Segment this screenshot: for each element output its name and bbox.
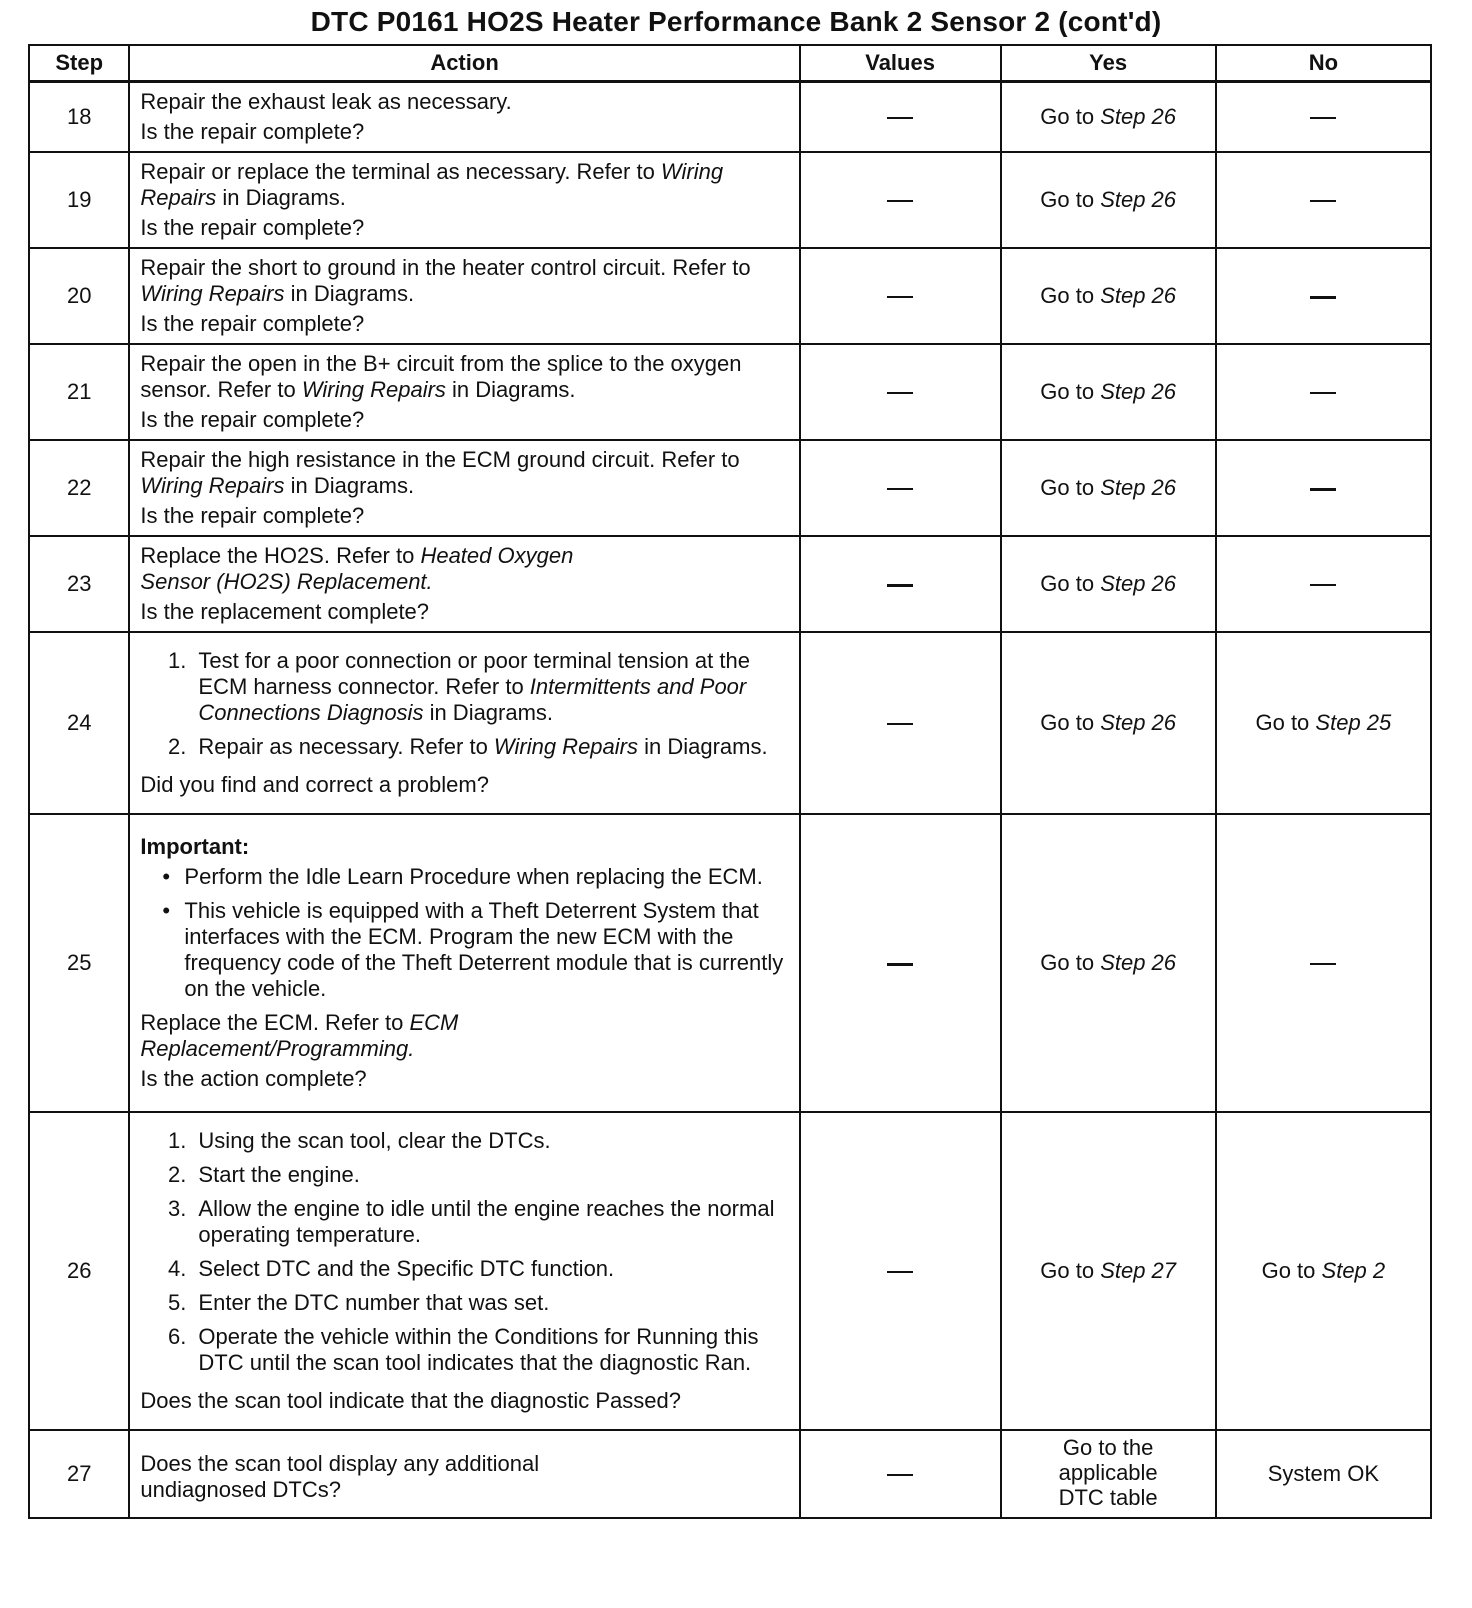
go-to-label: Go to — [1040, 1258, 1095, 1283]
values-cell — [800, 440, 1001, 536]
dash-mark — [887, 963, 913, 966]
dash-mark — [887, 723, 913, 725]
action-cell — [129, 814, 799, 1112]
step-ref: Step 26 — [1100, 379, 1177, 404]
reference-link: Wiring Repairs — [301, 377, 446, 402]
dash-mark — [1310, 963, 1336, 965]
action-cell — [129, 344, 799, 440]
action-cell — [129, 536, 799, 632]
step-ref: Step 26 — [1100, 571, 1177, 596]
dash-mark — [1310, 392, 1336, 394]
action-text: Repair the high resistance in the ECM ground circuit. Refer to Wiring Repairs in Diagrams. — [140, 447, 740, 498]
bullet-list — [140, 864, 788, 1002]
go-to-label: Go to — [1040, 950, 1095, 975]
action-question: Is the repair complete? — [140, 311, 365, 336]
diagnostic-table — [28, 44, 1432, 1519]
dash-mark — [887, 488, 913, 490]
table-row — [29, 82, 1431, 153]
header-no: No — [1216, 45, 1431, 82]
step-ref: Step 25 — [1315, 710, 1392, 735]
step-ref: Step 26 — [1100, 283, 1177, 308]
yes-cell — [1001, 248, 1216, 344]
action-question: Is the replacement complete? — [140, 599, 430, 624]
step-number: 27 — [29, 1430, 129, 1518]
action-question: Is the repair complete? — [140, 503, 365, 528]
no-cell — [1216, 152, 1431, 248]
list-item: 4. Select DTC and the Specific DTC function. — [192, 1256, 788, 1282]
action-cell — [129, 440, 799, 536]
table-row — [29, 814, 1431, 1112]
action-question: Did you find and correct a problem? — [140, 772, 489, 797]
header-values: Values — [800, 45, 1001, 82]
list-item: 1. Using the scan tool, clear the DTCs. — [192, 1128, 788, 1154]
reference-link: Wiring Repairs — [140, 473, 285, 498]
values-cell — [800, 344, 1001, 440]
list-item: 3. Allow the engine to idle until the engine reaches the normal operating temperature. — [192, 1196, 788, 1248]
step-number: 24 — [29, 632, 129, 814]
yes-cell — [1001, 152, 1216, 248]
table-row — [29, 152, 1431, 248]
values-cell — [800, 152, 1001, 248]
reference-link: Wiring Repairs — [493, 734, 638, 759]
action-cell — [129, 1430, 799, 1518]
dash-mark — [887, 584, 913, 587]
dash-mark — [1310, 584, 1336, 586]
header-step: Step — [29, 45, 129, 82]
no-cell: System OK — [1216, 1430, 1431, 1518]
action-question: Is the action complete? — [140, 1066, 367, 1091]
go-to-label: Go to — [1255, 710, 1310, 735]
dash-mark — [1310, 488, 1336, 491]
step-ref: Step 26 — [1100, 104, 1177, 129]
yes-cell — [1001, 82, 1216, 153]
action-text: Replace the HO2S. Refer to Heated Oxygen Sensor (HO2S) Replacement. — [140, 543, 574, 594]
step-ref: Step 2 — [1321, 1258, 1386, 1283]
table-row — [29, 344, 1431, 440]
yes-cell — [1001, 1112, 1216, 1430]
numbered-list — [140, 648, 788, 760]
dash-mark — [1310, 117, 1336, 119]
table-row — [29, 1430, 1431, 1518]
dash-mark — [887, 200, 913, 202]
yes-cell — [1001, 814, 1216, 1112]
list-item: 2. Repair as necessary. Refer to Wiring Repairs in Diagrams. — [192, 734, 788, 760]
values-cell — [800, 632, 1001, 814]
reference-link: Intermittents and Poor Connections Diagnosis — [198, 674, 747, 725]
dash-mark — [887, 296, 913, 298]
header-action: Action — [129, 45, 799, 82]
step-number: 21 — [29, 344, 129, 440]
no-cell — [1216, 344, 1431, 440]
page-title: DTC P0161 HO2S Heater Performance Bank 2 Sensor 2 (cont'd) — [310, 6, 1162, 37]
action-question: Is the repair complete? — [140, 119, 365, 144]
table-row — [29, 1112, 1431, 1430]
yes-cell — [1001, 344, 1216, 440]
action-text: Repair or replace the terminal as necessary. Refer to Wiring Repairs in Diagrams. — [140, 159, 724, 210]
reference-link: Wiring Repairs — [140, 159, 724, 210]
values-cell — [800, 248, 1001, 344]
no-cell — [1216, 814, 1431, 1112]
values-cell — [800, 1430, 1001, 1518]
list-item: 1. Test for a poor connection or poor terminal tension at the ECM harness connector. Refer to Intermittents and Poor Connections Diagnosis in Diagrams. — [192, 648, 788, 726]
step-ref: Step 26 — [1100, 475, 1177, 500]
header-row — [29, 45, 1431, 82]
go-to-label: Go to — [1040, 283, 1095, 308]
go-to-label: Go to — [1040, 104, 1095, 129]
action-cell — [129, 632, 799, 814]
step-ref: Step 26 — [1100, 710, 1177, 735]
list-item: • Perform the Idle Learn Procedure when replacing the ECM. — [184, 864, 788, 890]
dash-mark — [1310, 200, 1336, 202]
table-row — [29, 248, 1431, 344]
step-ref: Step 27 — [1100, 1258, 1177, 1283]
important-label: Important: — [140, 834, 250, 859]
values-cell — [800, 82, 1001, 153]
values-cell — [800, 536, 1001, 632]
step-ref: Step 26 — [1100, 187, 1177, 212]
list-item: 6. Operate the vehicle within the Conditions for Running this DTC until the scan tool indicates that the diagnostic Ran. — [192, 1324, 788, 1376]
reference-link: ECM Replacement/Programming. — [140, 1010, 459, 1061]
step-number: 25 — [29, 814, 129, 1112]
go-to-label: Go to — [1040, 379, 1095, 404]
action-text: Replace the ECM. Refer to ECM Replacement/Programming. — [140, 1010, 459, 1061]
no-cell — [1216, 248, 1431, 344]
list-item: 5. Enter the DTC number that was set. — [192, 1290, 788, 1316]
no-cell — [1216, 1112, 1431, 1430]
action-cell — [129, 248, 799, 344]
no-cell — [1216, 82, 1431, 153]
table-row — [29, 440, 1431, 536]
table-row — [29, 536, 1431, 632]
action-cell — [129, 152, 799, 248]
step-number: 23 — [29, 536, 129, 632]
no-cell — [1216, 632, 1431, 814]
no-cell — [1216, 536, 1431, 632]
values-cell — [800, 1112, 1001, 1430]
no-cell — [1216, 440, 1431, 536]
dash-mark — [887, 392, 913, 394]
go-to-label: Go to — [1040, 571, 1095, 596]
action-question: Is the repair complete? — [140, 215, 365, 240]
table-row — [29, 632, 1431, 814]
action-question: Is the repair complete? — [140, 407, 365, 432]
yes-cell — [1001, 440, 1216, 536]
go-to-label: Go to — [1040, 710, 1095, 735]
step-ref: Step 26 — [1100, 950, 1177, 975]
step-number: 19 — [29, 152, 129, 248]
values-cell — [800, 814, 1001, 1112]
numbered-list — [140, 1128, 788, 1376]
yes-cell — [1001, 632, 1216, 814]
dash-mark — [887, 117, 913, 119]
yes-cell — [1001, 536, 1216, 632]
yes-cell: Go to the applicable DTC table — [1001, 1430, 1216, 1518]
action-text: Repair the open in the B+ circuit from the splice to the oxygen sensor. Refer to Wiring Repairs in Diagrams. — [140, 351, 742, 402]
action-text: Repair the exhaust leak as necessary. — [140, 89, 512, 114]
step-number: 22 — [29, 440, 129, 536]
list-item: • This vehicle is equipped with a Theft Deterrent System that interfaces with the ECM. Program the new ECM with the frequency code of the Theft Deterrent module that is currently on the vehicle. — [184, 898, 788, 1002]
action-cell — [129, 82, 799, 153]
go-to-label: Go to — [1040, 475, 1095, 500]
action-text: Repair the short to ground in the heater control circuit. Refer to Wiring Repairs in Diagrams. — [140, 255, 751, 306]
action-question: Does the scan tool indicate that the diagnostic Passed? — [140, 1388, 681, 1413]
reference-link: Heated Oxygen Sensor (HO2S) Replacement. — [140, 543, 574, 594]
step-number: 18 — [29, 82, 129, 153]
list-item: 2. Start the engine. — [192, 1162, 788, 1188]
go-to-label: Go to — [1261, 1258, 1316, 1283]
step-number: 20 — [29, 248, 129, 344]
dash-mark — [1310, 296, 1336, 299]
step-number: 26 — [29, 1112, 129, 1430]
action-question: Does the scan tool display any additional undiagnosed DTCs? — [140, 1451, 540, 1502]
action-cell — [129, 1112, 799, 1430]
reference-link: Wiring Repairs — [140, 281, 285, 306]
go-to-label: Go to — [1040, 187, 1095, 212]
dash-mark — [887, 1474, 913, 1476]
dash-mark — [887, 1271, 913, 1273]
header-yes: Yes — [1001, 45, 1216, 82]
